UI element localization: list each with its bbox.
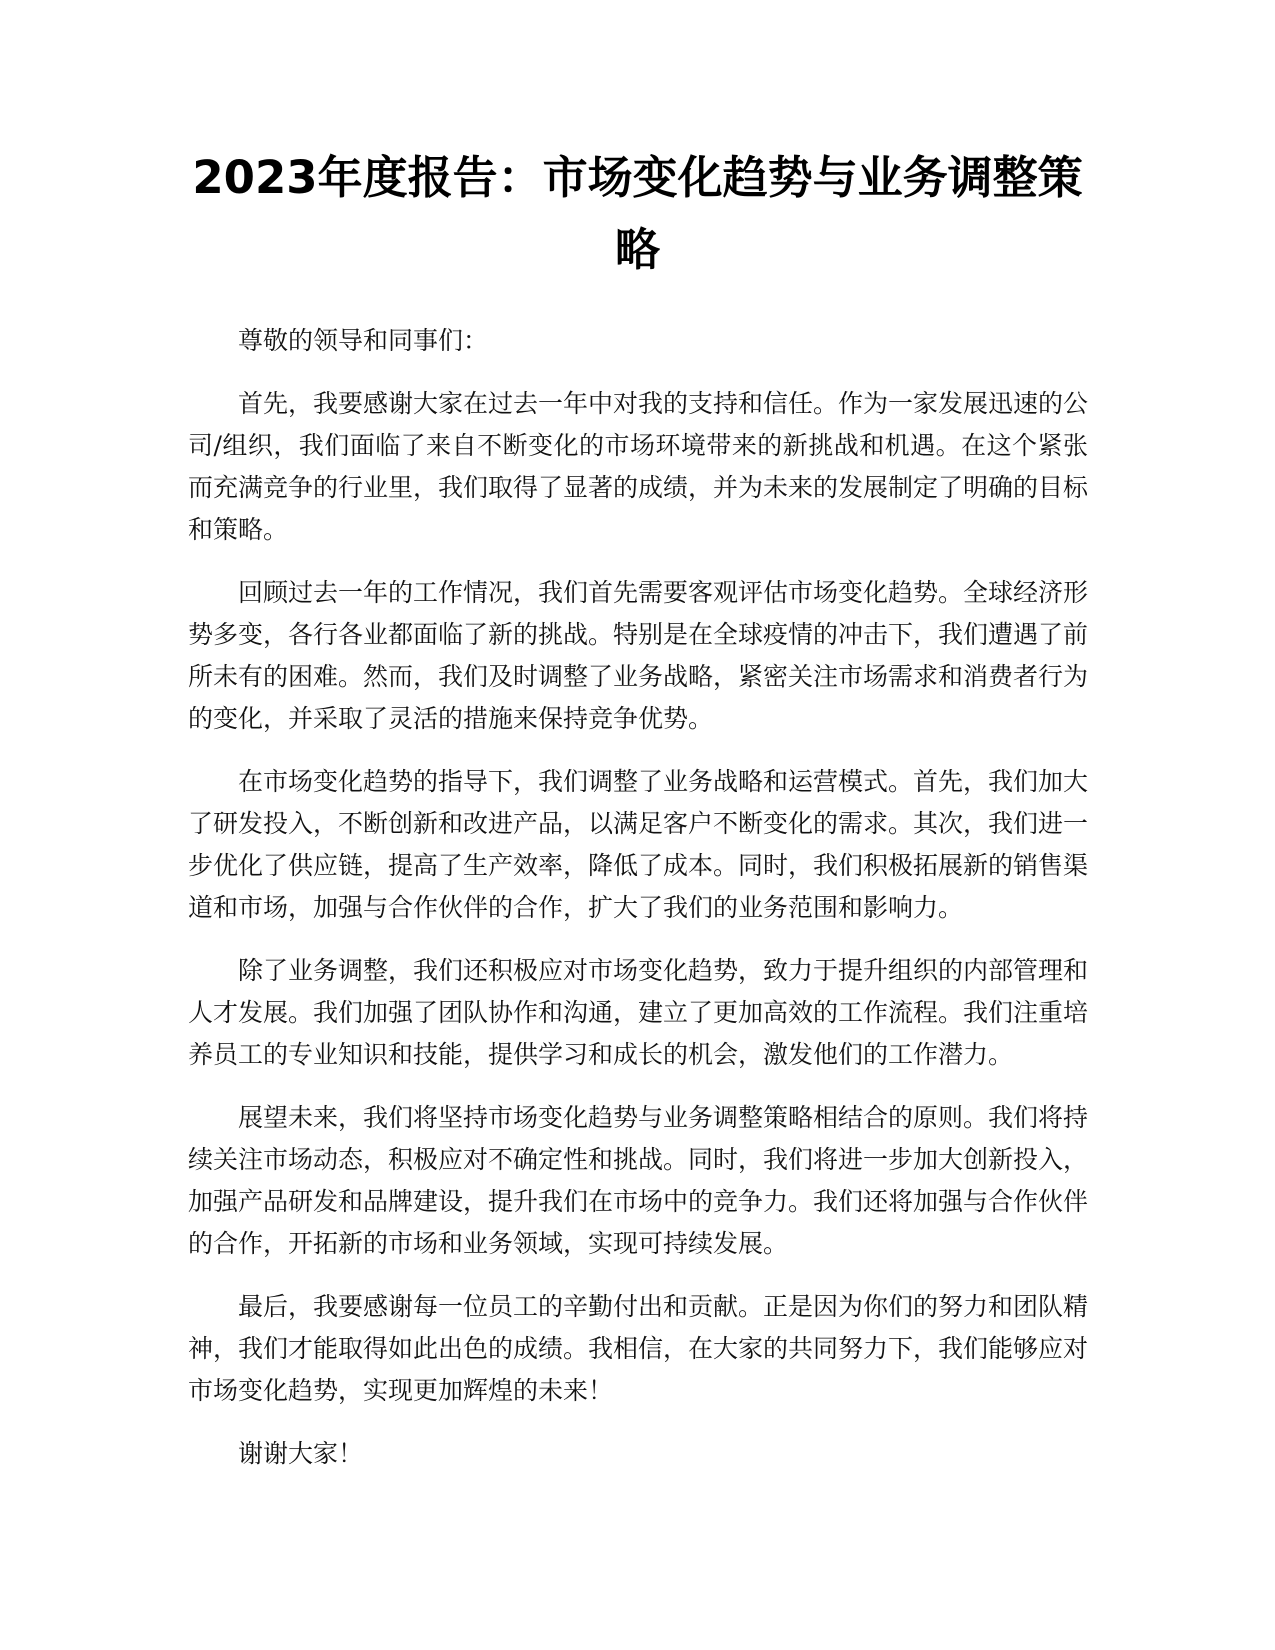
paragraph-thanks: 最后，我要感谢每一位员工的辛勤付出和贡献。正是因为你们的努力和团队精神，我们才能取得如此出色的成绩。我相信，在大家的共同努力下，我们能够应对市场变化趋势，实现更加辉煌的未来！	[188, 1292, 1089, 1405]
paragraph-strategy: 在市场变化趋势的指导下，我们调整了业务战略和运营模式。首先，我们加大了研发投入，不断创新和改进产品，以满足客户不断变化的需求。其次，我们进一步优化了供应链，提高了生产效率，降低了成本。同时，我们积极拓展新的销售渠道和市场，加强与合作伙伴的合作，扩大了我们的业务范围和影响力。	[188, 767, 1089, 922]
paragraph-intro: 首先，我要感谢大家在过去一年中对我的支持和信任。作为一家发展迅速的公司/组织，我们面临了来自不断变化的市场环境带来的新挑战和机遇。在这个紧张而充满竞争的行业里，我们取得了显著的成绩，并为未来的发展制定了明确的目标和策略。	[188, 389, 1089, 544]
paragraph-outlook: 展望未来，我们将坚持市场变化趋势与业务调整策略相结合的原则。我们将持续关注市场动态，积极应对不确定性和挑战。同时，我们将进一步加大创新投入，加强产品研发和品牌建设，提升我们在市场中的竞争力。我们还将加强与合作伙伴的合作，开拓新的市场和业务领域，实现可持续发展。	[188, 1103, 1089, 1258]
closing: 谢谢大家！	[238, 1439, 364, 1468]
document-title: 2023年度报告：市场变化趋势与业务调整策略	[192, 151, 1083, 276]
document-body	[188, 320, 1088, 1496]
paragraph-management: 除了业务调整，我们还积极应对市场变化趋势，致力于提升组织的内部管理和人才发展。我们加强了团队协作和沟通，建立了更加高效的工作流程。我们注重培养员工的专业知识和技能，提供学习和成长的机会，激发他们的工作潜力。	[188, 956, 1089, 1069]
paragraph-review: 回顾过去一年的工作情况，我们首先需要客观评估市场变化趋势。全球经济形势多变，各行各业都面临了新的挑战。特别是在全球疫情的冲击下，我们遭遇了前所未有的困难。然而，我们及时调整了业务战略，紧密关注市场需求和消费者行为的变化，并采取了灵活的措施来保持竞争优势。	[188, 578, 1089, 733]
greeting: 尊敬的领导和同事们：	[238, 326, 489, 355]
